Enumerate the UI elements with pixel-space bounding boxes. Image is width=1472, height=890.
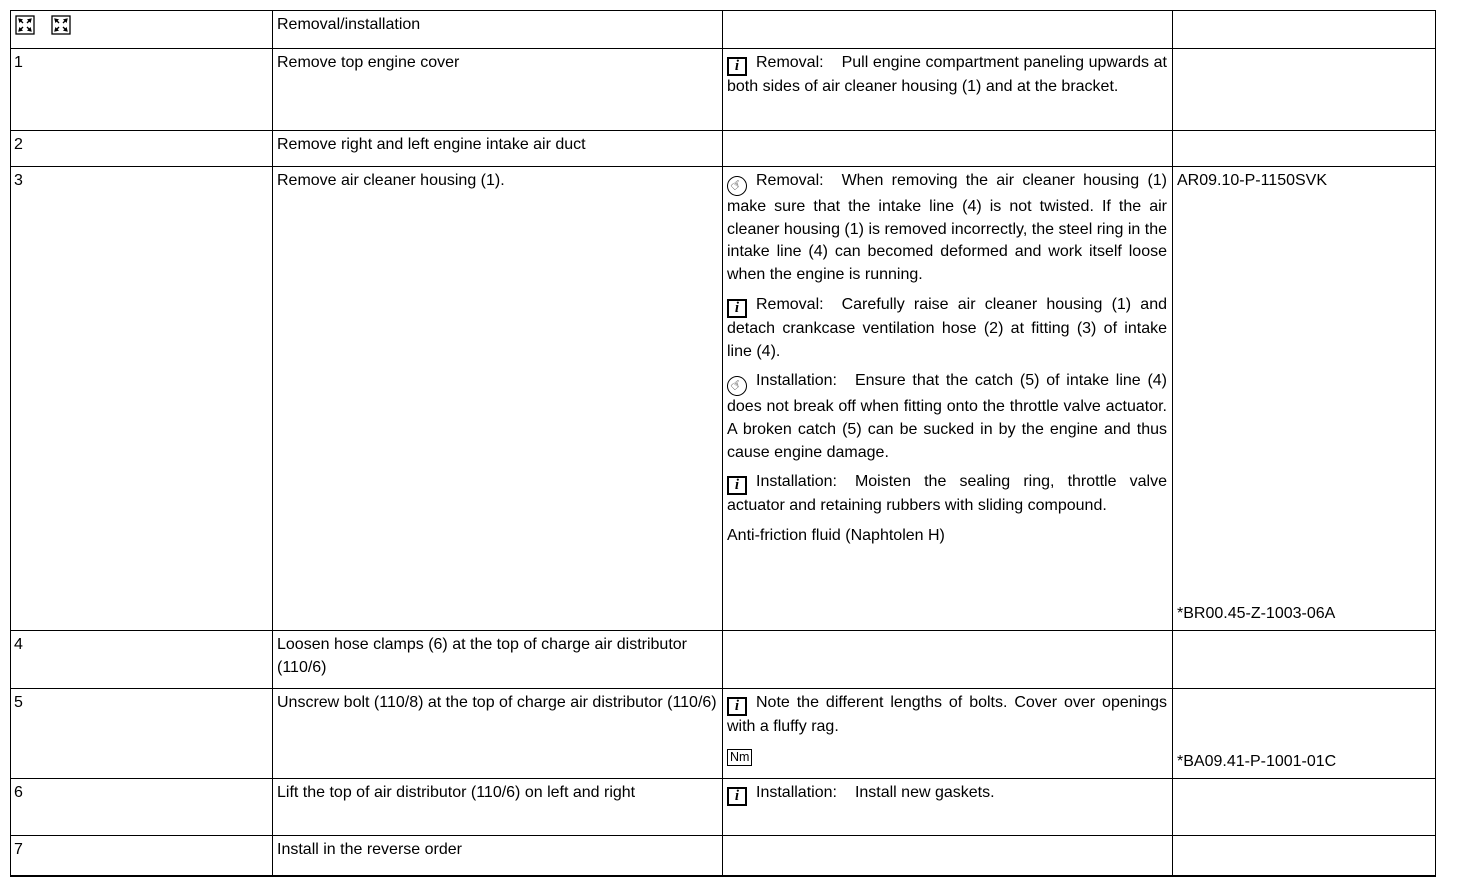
note — [727, 294, 1167, 363]
ref-cell — [1173, 689, 1436, 779]
instruction-cell — [273, 779, 723, 836]
instruction-cell — [273, 131, 723, 167]
header-notes-cell — [723, 11, 1173, 49]
ref-cell — [1173, 779, 1436, 836]
instruction-text: Remove right and left engine intake air duct — [277, 136, 586, 153]
step-number: 2 — [11, 131, 273, 167]
document-code: AR09.10-P-1150SVK — [1177, 172, 1328, 189]
column-title: Removal/installation — [277, 16, 421, 33]
graphic-link-icon[interactable] — [51, 15, 71, 43]
ref-cell — [1173, 631, 1436, 689]
ref-cell — [1173, 49, 1436, 131]
info-icon: i — [727, 476, 747, 495]
instruction-cell — [273, 49, 723, 131]
instruction-text: Unscrew bolt (110/8) at the top of charge air distributor (110/6) — [277, 694, 717, 711]
info-icon: i — [727, 57, 747, 76]
note — [727, 746, 1167, 769]
table-header-row — [11, 11, 1436, 49]
note — [727, 692, 1167, 739]
ref-cell — [1173, 131, 1436, 167]
pointing-hand-icon: ☞ — [723, 172, 751, 200]
note — [727, 170, 1167, 287]
note-text: Moisten the sealing ring, throttle valve actuator and retaining rubbers with sliding compound. — [727, 473, 1167, 515]
instruction-cell — [273, 631, 723, 689]
instruction-text: Remove top engine cover — [277, 54, 460, 71]
document-code: *BR00.45-Z-1003-06A — [1177, 605, 1336, 623]
ref-cell — [1173, 836, 1436, 876]
pointing-hand-icon: ☞ — [723, 372, 751, 400]
note-label: Removal: — [756, 54, 824, 71]
note — [727, 52, 1167, 99]
notes-cell — [723, 167, 1173, 631]
procedure-row-2 — [11, 131, 1436, 167]
note-text: Ensure that the catch (5) of intake line (4) does not break off when fitting onto the throttle valve actuator. A broken catch (5) can be sucked in by the engine and thus cause engine damage. — [727, 372, 1167, 461]
note-text: Anti-friction fluid (Naphtolen H) — [727, 527, 945, 545]
info-icon: i — [727, 697, 747, 716]
notes-cell — [723, 631, 1173, 689]
instruction-text: Loosen hose clamps (6) at the top of charge air distributor (110/6) — [277, 636, 687, 676]
graphic-link-icon[interactable] — [15, 15, 35, 43]
notes-cell — [723, 689, 1173, 779]
note-text: Carefully raise air cleaner housing (1) and detach crankcase ventilation hose (2) at fitting (3) of intake line (4). — [727, 295, 1167, 360]
info-icon: i — [727, 787, 747, 806]
notes-cell — [723, 131, 1173, 167]
note-text: Install new gaskets. — [854, 784, 995, 801]
instruction-text: Remove air cleaner housing (1). — [277, 172, 505, 189]
header-icons-cell — [11, 11, 273, 49]
instruction-text: Install in the reverse order — [277, 841, 462, 858]
instruction-cell — [273, 167, 723, 631]
notes-cell — [723, 836, 1173, 876]
instruction-cell — [273, 689, 723, 779]
instruction-text: Lift the top of air distributor (110/6) on left and right — [277, 784, 636, 801]
note-label: Installation: — [756, 372, 837, 390]
procedure-row-4 — [11, 631, 1436, 689]
procedure-row-1 — [11, 49, 1436, 131]
notes-cell — [723, 779, 1173, 836]
note — [727, 525, 1167, 548]
note-label: Removal: — [756, 295, 824, 313]
note-text: Note the different lengths of bolts. Cover over openings with a fluffy rag. — [727, 694, 1167, 735]
procedure-row-6 — [11, 779, 1436, 836]
document-code: *BA09.41-P-1001-01C — [1177, 753, 1337, 771]
notes-cell — [723, 49, 1173, 131]
note — [727, 471, 1167, 518]
procedure-table — [10, 10, 1436, 877]
step-number: 5 — [11, 689, 273, 779]
note — [727, 782, 1167, 806]
note-label: Installation: — [756, 784, 837, 801]
instruction-cell — [273, 836, 723, 876]
header-ref-cell — [1173, 11, 1436, 49]
note-label: Removal: — [756, 172, 824, 189]
note-text: Pull engine compartment paneling upwards at both sides of air cleaner housing (1) and at the bracket. — [727, 54, 1167, 95]
procedure-row-7 — [11, 836, 1436, 876]
step-number: 3 — [11, 167, 273, 631]
torque-nm-icon: Nm — [727, 749, 752, 766]
note-text: When removing the air cleaner housing (1) make sure that the intake line (4) is not twisted. If the air cleaner housing (1) is removed incorrectly, the steel ring in the intake line (4) can becomed deformed and work itself loose when the engine is running. — [727, 172, 1167, 284]
step-number: 7 — [11, 836, 273, 876]
note-label: Installation: — [756, 473, 837, 491]
procedure-row-3 — [11, 167, 1436, 631]
step-number: 1 — [11, 49, 273, 131]
step-number: 4 — [11, 631, 273, 689]
note — [727, 370, 1167, 464]
header-title-cell — [273, 11, 723, 49]
step-number: 6 — [11, 779, 273, 836]
procedure-row-5 — [11, 689, 1436, 779]
ref-cell — [1173, 167, 1436, 631]
info-icon: i — [727, 299, 747, 318]
